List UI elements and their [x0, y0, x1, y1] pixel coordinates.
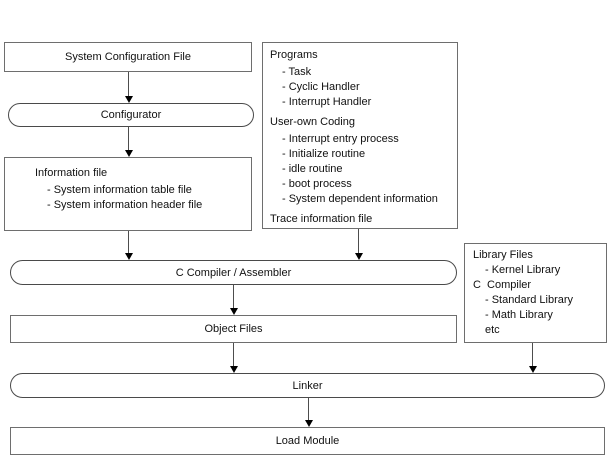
list-item: - boot process: [282, 178, 352, 190]
list-item-etc: etc: [485, 324, 500, 336]
node-library-files: [464, 243, 607, 343]
arrow-scf-to-configurator: [124, 72, 133, 103]
node-programs: [262, 42, 458, 229]
node-label: Object Files: [204, 323, 263, 335]
list-item: - System dependent information: [282, 193, 438, 205]
list-item: - idle routine: [282, 163, 343, 175]
node-title: Library Files: [473, 249, 533, 261]
list-item: - Cyclic Handler: [282, 81, 360, 93]
node-object-files: [10, 315, 457, 343]
arrow-information-file-to-compiler: [124, 231, 133, 260]
list-item: - Kernel Library: [485, 264, 561, 276]
list-item: - Standard Library: [485, 294, 574, 306]
group-title-trace-information-file: Trace information file: [270, 213, 373, 225]
node-load-module: [10, 427, 605, 455]
arrow-configurator-to-information-file: [124, 127, 133, 157]
node-information-file: [4, 157, 252, 231]
node-label: System Configuration File: [65, 51, 191, 63]
list-item: - Math Library: [485, 309, 553, 321]
group-title-c-compiler: C Compiler: [473, 279, 532, 291]
node-label: Configurator: [100, 109, 162, 121]
node-system-configuration-file: [4, 42, 252, 72]
node-label: Load Module: [275, 435, 340, 447]
arrow-linker-to-load-module: [304, 398, 313, 427]
node-linker: [10, 373, 605, 398]
arrow-library-files-to-linker: [528, 343, 537, 373]
group-title-user-own-coding: User-own Coding: [270, 116, 355, 128]
list-item: - System information table file: [47, 184, 192, 196]
list-item: - System information header file: [47, 199, 203, 211]
list-item: - Task: [282, 66, 312, 78]
node-c-compiler-assembler: [10, 260, 457, 285]
node-label: C Compiler / Assembler: [175, 266, 292, 279]
list-item: - Interrupt Handler: [282, 96, 372, 108]
node-title: Information file: [35, 167, 108, 179]
node-title: Programs: [270, 49, 318, 61]
node-label: Linker: [292, 379, 323, 392]
arrow-object-files-to-linker: [229, 343, 238, 373]
arrow-compiler-to-object-files: [229, 285, 238, 315]
node-configurator: [8, 103, 254, 127]
arrow-programs-to-compiler: [354, 229, 363, 260]
list-item: - Initialize routine: [282, 148, 366, 160]
list-item: - Interrupt entry process: [282, 133, 399, 145]
